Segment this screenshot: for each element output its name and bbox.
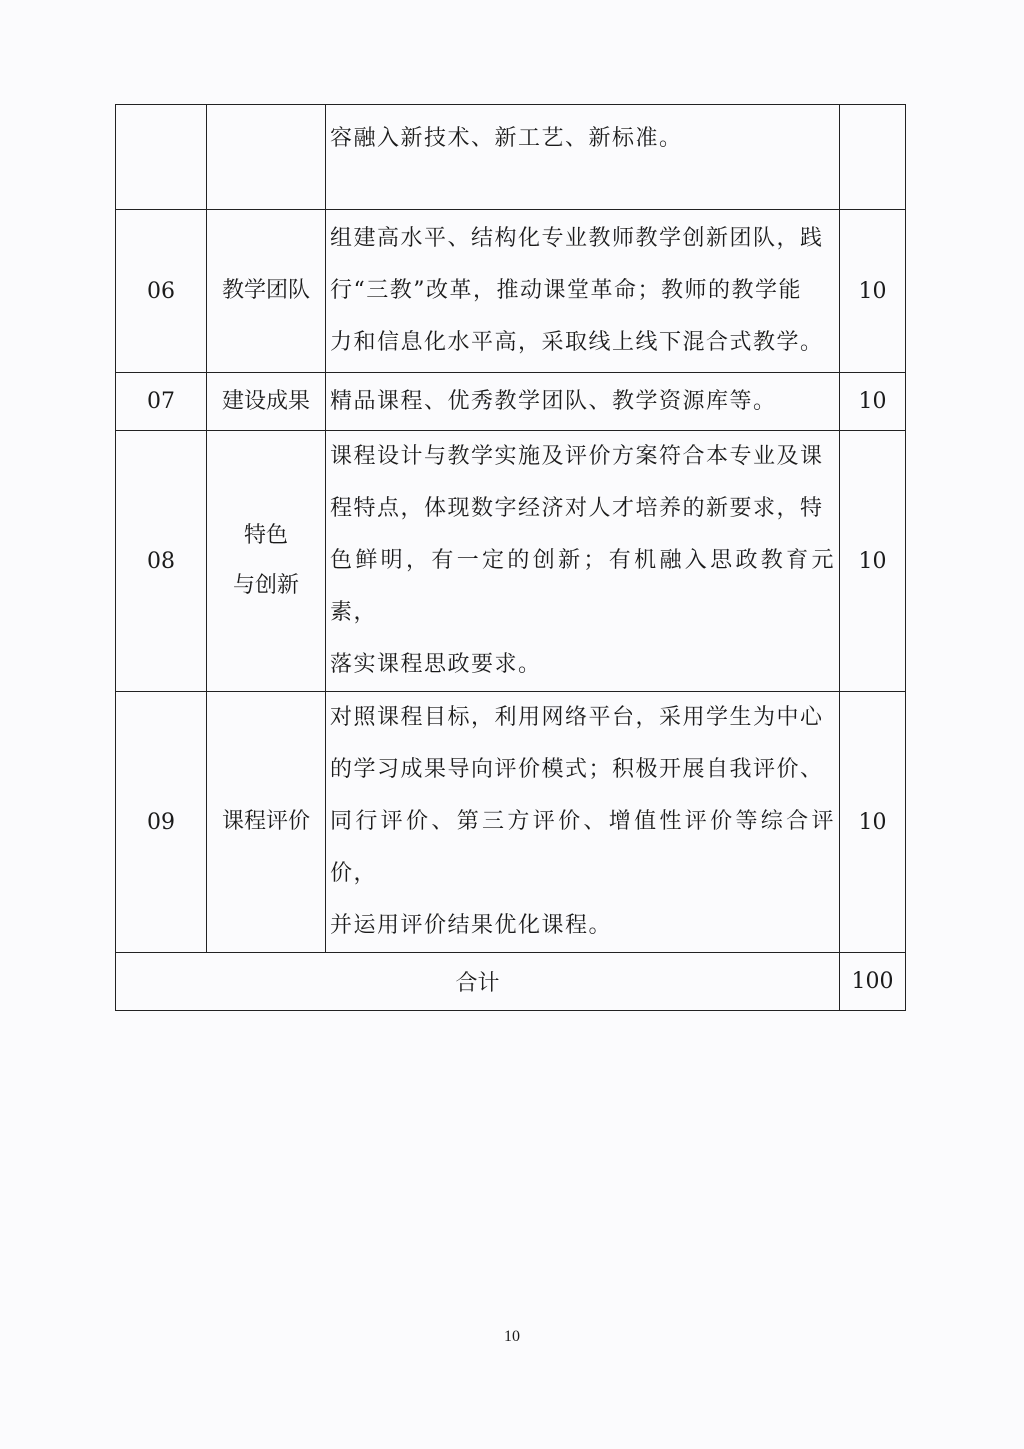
indicator-name [207, 373, 326, 431]
description-line: 程特点，体现数字经济对人才培养的新要求，特 [330, 496, 824, 521]
description-line: 并运用评价结果优化课程。 [330, 913, 613, 938]
description-line: 落实课程思政要求。 [330, 652, 542, 677]
total-label: 合计 [116, 953, 840, 1011]
indicator-description [326, 373, 840, 431]
table-row [116, 105, 906, 210]
indicator-score [840, 105, 906, 210]
row-number: 06 [116, 210, 207, 373]
indicator-description [326, 431, 840, 692]
row-number [116, 105, 207, 210]
description-line: 组建高水平、结构化专业教师教学创新团队，践 [330, 226, 824, 251]
indicator-score: 10 [840, 692, 906, 953]
table-row [116, 431, 906, 692]
indicator-name-line: 教学团队 [221, 278, 310, 303]
description-line: 色鲜明，有一定的创新；有机融入思政教育元素， [330, 548, 835, 625]
indicator-name-line: 特色 [243, 523, 288, 548]
description-line: 容融入新技术、新工艺、新标准。 [330, 126, 683, 151]
page-number: 10 [504, 1328, 520, 1345]
indicator-score: 10 [840, 431, 906, 692]
table-row [116, 210, 906, 373]
indicator-description [326, 105, 840, 210]
total-score: 100 [840, 953, 906, 1011]
description-line: 课程设计与教学实施及评价方案符合本专业及课 [330, 444, 824, 469]
indicator-name-line: 与创新 [232, 573, 299, 598]
indicator-score: 10 [840, 373, 906, 431]
description-line: 精品课程、优秀教学团队、教学资源库等。 [330, 388, 777, 414]
description-line: 的学习成果导向评价模式；积极开展自我评价、 [330, 757, 824, 782]
description-line: 力和信息化水平高，采取线上线下混合式教学。 [330, 330, 824, 355]
description-line: 对照课程目标，利用网络平台，采用学生为中心 [330, 705, 824, 730]
row-number: 07 [116, 373, 207, 431]
indicator-score: 10 [840, 210, 906, 373]
indicator-name-line: 课程评价 [221, 809, 310, 834]
indicator-name [207, 105, 326, 210]
indicator-description [326, 692, 840, 953]
table-row [116, 373, 906, 431]
indicator-description [326, 210, 840, 373]
indicator-name-line: 建设成果 [221, 388, 310, 414]
indicator-name [207, 210, 326, 373]
table-row [116, 692, 906, 953]
indicator-name [207, 692, 326, 953]
row-number: 08 [116, 431, 207, 692]
evaluation-table [115, 104, 906, 1011]
indicator-name [207, 431, 326, 692]
description-line: 行“三教”改革，推动课堂革命；教师的教学能 [330, 278, 802, 303]
row-number: 09 [116, 692, 207, 953]
total-row [116, 953, 906, 1011]
description-line: 同行评价、第三方评价、增值性评价等综合评价， [330, 809, 835, 886]
